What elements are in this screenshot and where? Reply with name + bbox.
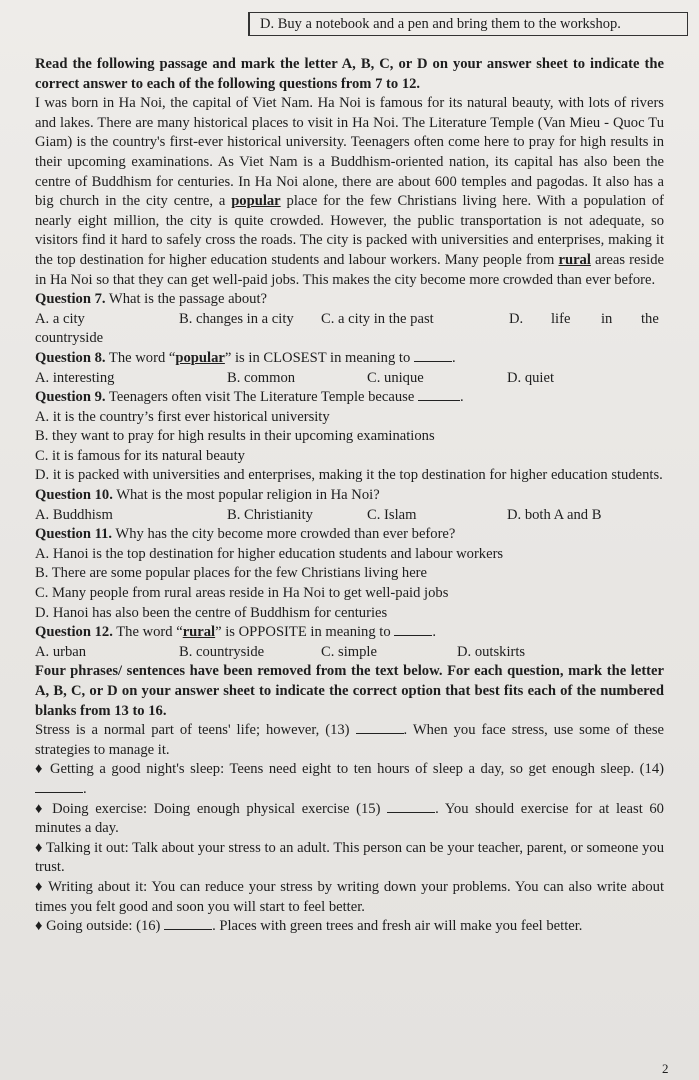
option-a: A. a city: [35, 310, 85, 327]
question-12: Question 12. The word “rural” is OPPOSITE in meaning to .: [35, 624, 436, 641]
previous-answer-option-box: [248, 12, 688, 36]
question-11-option-a: A. Hanoi is the top destination for higher education students and labour workers: [35, 545, 504, 562]
option-b: B. changes in a city: [179, 310, 294, 327]
strategy-outside: ♦ Going outside: (16) . Places with green trees and fresh air will make you feel better.: [35, 918, 583, 935]
question-11-option-b: B. There are some popular places for the few Christians living here: [35, 565, 428, 582]
reading-instruction: Read the following passage and mark the letter A, B, C, or D on your answer sheet to indicate the correct answer to each of the following questions from 7 to 12.: [35, 56, 664, 92]
option-c: C. unique: [367, 369, 424, 386]
question-11: Question 11. Why has the city become more crowded than ever before?: [35, 526, 456, 543]
option-c: C. Islam: [367, 506, 417, 523]
question-11-option-c: C. Many people from rural areas reside in Ha Noi to get well-paid jobs: [35, 585, 449, 602]
cloze-instruction: Four phrases/ sentences have been removed from the text below. For each question, mark the letter A, B, C, or D on your answer sheet to indicate the correct option that best fits each of the numbered blanks from 13 to 16.: [35, 663, 664, 719]
option-a: A. urban: [35, 643, 87, 660]
blank-15: [387, 800, 435, 813]
answer-blank: [414, 349, 452, 362]
blank-13: [356, 721, 404, 734]
option-d: D. outskirts: [457, 643, 526, 660]
question-12-options: [35, 643, 664, 663]
option-a: A. Buddhism: [35, 506, 113, 523]
reading-passage: I was born in Ha Noi, the capital of Viet Nam. Ha Noi is famous for its natural beauty, with lots of rivers and lakes. There are many historical places to visit in Ha Noi. The Literature Temple (Van Mieu - Quoc Tu Giam) is the country's first-ever historical university. Teenagers often come here to pray for high results in their upcoming examinations. As Viet Nam is a Buddhism-oriented nation, its capital has also been the centre of Buddhism for centuries. In Ha Noi alone, there are about 600 temples and pagodas. It also has a big church in the city centre, a popular place for the few Christians living here. With a population of nearly eight million, the city is quite crowded. However, the public transportation is not adequate, so visitors find it hard to safely cross the roads. The city is packed with universities and enterprises, making it the top destination for higher education students and labour workers. Many people from rural areas reside in Ha Noi so that they can get well-paid jobs. This makes the city become more crowded than ever before.: [35, 95, 664, 288]
option-d: D. both A and B: [507, 506, 602, 523]
cloze-intro: Stress is a normal part of teens' life; however, (13) . When you face stress, use some of these strategies to manage it.: [35, 722, 664, 758]
question-7-option-d-continued: countryside: [35, 330, 104, 347]
question-7-options: A. a city B. changes in a city C. a city in the past D. life in the: [35, 310, 664, 330]
option-a: A. interesting: [35, 369, 115, 386]
option-d: D.: [509, 310, 524, 327]
strategy-exercise: ♦ Doing exercise: Doing enough physical exercise (15) . You should exercise for at least 60 minutes a day.: [35, 800, 664, 837]
blank-14: [35, 780, 83, 793]
option-b: B. Christianity: [227, 506, 313, 523]
question-8-options: [35, 369, 664, 389]
strategy-sleep: ♦ Getting a good night's sleep: Teens need eight to ten hours of sleep a day, so get enough sleep. (14) .: [35, 761, 664, 797]
page-number: 2: [662, 1061, 669, 1076]
option-b: B. common: [227, 369, 296, 386]
blank-16: [164, 917, 212, 930]
question-8: Question 8. The word “popular” is in CLOSEST in meaning to .: [35, 349, 456, 366]
exam-content: [35, 55, 664, 937]
answer-blank: [394, 623, 432, 636]
answer-blank: [418, 388, 460, 401]
option-b: B. countryside: [179, 643, 265, 660]
question-9: Question 9. Teenagers often visit The Literature Temple because .: [35, 389, 464, 406]
question-9-option-d: D. it is packed with universities and enterprises, making it the top destination for higher education students.: [35, 467, 663, 484]
question-7: Question 7. What is the passage about?: [35, 291, 267, 308]
strategy-writing: ♦ Writing about it: You can reduce your stress by writing down your problems. You can also write about times you felt good and soon you will start to feel better.: [35, 878, 664, 915]
option-c: C. a city in the past: [321, 310, 434, 327]
question-11-option-d: D. Hanoi has also been the centre of Buddhism for centuries: [35, 604, 388, 621]
strategy-talking: ♦ Talking it out: Talk about your stress to an adult. This person can be your teacher, parent, or someone you trust.: [35, 839, 664, 876]
previous-option-text: D. Buy a notebook and a pen and bring them to the workshop.: [260, 16, 621, 32]
question-9-option-c: C. it is famous for its natural beauty: [35, 447, 245, 464]
question-10-options: [35, 506, 664, 526]
question-9-option-b: B. they want to pray for high results in their upcoming examinations: [35, 428, 435, 445]
underlined-word-rural: rural: [558, 251, 591, 268]
underlined-word-popular: popular: [231, 193, 281, 210]
option-c: C. simple: [321, 643, 377, 660]
option-d: D. quiet: [507, 369, 555, 386]
question-9-option-a: A. it is the country’s first ever historical university: [35, 408, 330, 425]
question-10: Question 10. What is the most popular religion in Ha Noi?: [35, 487, 380, 504]
